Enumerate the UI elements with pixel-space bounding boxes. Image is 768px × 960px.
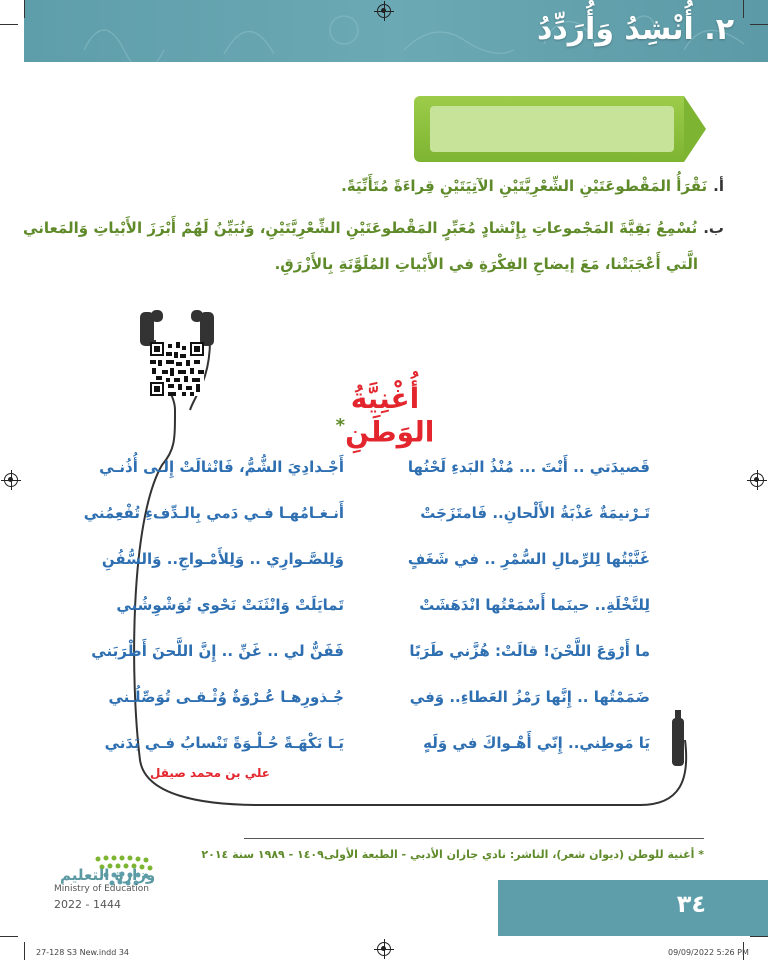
verse-first-hemistich: غَنَّيْتُها لِلرِّمالِ السُّمْرِ .. في شَغَفٍ [407, 550, 650, 568]
edition-year: 2022 - 1444 [54, 898, 121, 911]
section-title: ٢. أُنْشِدُ وَأُرَدِّدُ [537, 12, 734, 47]
bottom-banner [498, 880, 768, 936]
page-number: ٣٤ [676, 890, 706, 918]
instruction-b-continued [275, 250, 698, 278]
registration-mark-icon [750, 473, 764, 487]
footnote-text: أغنية للوطن (ديوان شعر)، الناشر: نادي جازان الأدبي - الطبعة الأولى١٤٠٩ - ١٩٨٩ سنة ٢٠١٤ [201, 848, 695, 861]
instruction-text: الَّتي أَعْجَبَتْنا، مَعَ إيضاحِ الفِكْرَةِ في الأَبْياتِ المُلَوَّنَةِ بِالأَزْرَقِ. [274, 255, 698, 273]
crop-mark [0, 936, 18, 937]
footnote-star: * [698, 848, 704, 861]
crop-mark [750, 936, 768, 937]
instruction-text: نَقْرَأُ المَقْطوعَتَيْنِ الشِّعْرِيَّتَيْنِ الآتِيَتَيْنِ قِراءَةً مُتَأَنِّيَةً. [341, 177, 708, 195]
crop-mark [24, 942, 25, 960]
section-header [414, 96, 684, 162]
verse-second-hemistich: أَنـغـامُهـا فـي دَمي بِالـدِّفءِ تُفْعِمُني [83, 504, 344, 522]
verse-second-hemistich: فَفَنٌّ لي .. غَنِّ .. إِنَّ اللَّحنَ أَطْرَبَني [91, 642, 344, 660]
footnote-divider [244, 838, 704, 839]
ministry-name-arabic: وزارة التعليم [60, 866, 156, 884]
verse-second-hemistich: جُـذورِهـا عُـرْوَةٌ وُثْـقـى تُوَصِّلُـني [108, 688, 344, 706]
footnote-marker: * [335, 415, 346, 436]
instruction-marker: أ. [713, 177, 724, 195]
verse-first-hemistich: ما أَرْوَعَ اللَّحْنَ! قالَتْ: هُزَّني طَرَبًا [409, 642, 650, 660]
print-slug-file: 27-128 S3 New.indd 34 [36, 948, 130, 957]
poet-name: علي بن محمد صيقل [150, 766, 270, 780]
instruction-a [341, 172, 724, 200]
verse-first-hemistich: لِلنَّخْلَةِ.. حينَما أَسْمَعْتُها انْدَهَشَتْ [419, 596, 650, 614]
instruction-text: نُسْمِعُ بَقِيَّةَ المَجْموعاتِ بِإِنْشادٍ مُعَبِّرٍ المَقْطوعَتَيْنِ الشِّعْرِيَّتَيْنِ، وَنُبَيِّنُ لَهُمْ أَبْرَزَ الأَبْياتِ وَالمَعاني [23, 219, 698, 237]
poem-title-text: أُغْنِيَّةُ الوَطَنِ [345, 382, 435, 449]
verse-first-hemistich: يَا مَوطِني.. إِنّي أَهْـواكَ في وَلَهٍ [423, 734, 650, 752]
verse-first-hemistich: تَـرْنيمَةٌ عَذْبَةُ الأَلْحانِ.. فَامتَزَجَتْ [420, 504, 650, 522]
crop-mark [750, 24, 768, 25]
verse-first-hemistich: ضَمَمْتُها .. إِنَّها رَمْزُ العَطاءِ.. وَفي [409, 688, 650, 706]
ministry-name-english: Ministry of Education [54, 884, 149, 894]
crop-mark [743, 0, 744, 18]
crop-mark [24, 0, 25, 18]
verse-second-hemistich: يَـا نَكْهَـةً حُـلْـوَةً تَنْسابُ فـي بَدَني [104, 734, 344, 752]
verse-second-hemistich: أَجْـدادِيَ الشُّمُّ، فَانْثالَتْ إِلـى أُذُنـي [99, 458, 344, 476]
registration-mark-icon [377, 942, 391, 956]
section-header-inner [430, 106, 674, 152]
instruction-marker: ب. [703, 219, 724, 237]
registration-mark-icon [377, 4, 391, 18]
print-slug-date: 09/09/2022 5:26 PM [668, 948, 749, 957]
footnote [201, 848, 704, 861]
instruction-b [23, 214, 724, 242]
verse-second-hemistich: وَلِلصَّـوارِي .. وَلِلأَمْـواجِ.. وَالسُّفُنِ [101, 550, 344, 568]
crop-mark [0, 24, 18, 25]
poem-title [300, 382, 470, 448]
qr-code-icon[interactable] [150, 342, 204, 396]
verse-first-hemistich: قَصيدَتي .. أَنْتَ ... مُنْذُ البَدءِ لَحْنُها [407, 458, 650, 476]
verse-second-hemistich: تَمايَلَتْ وَانْثَنَتْ نَحْوي تُوَشْوِشُني [116, 596, 344, 614]
